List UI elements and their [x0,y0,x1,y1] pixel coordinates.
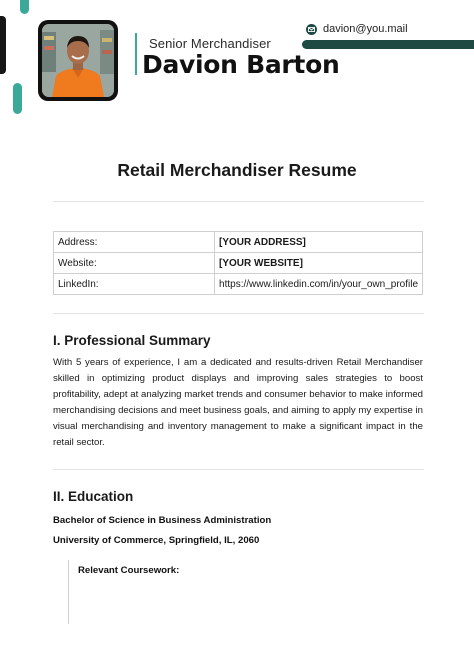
contact-value-website: [YOUR WEBSITE] [215,253,423,274]
name-divider [135,33,137,75]
contact-label-address: Address: [54,232,215,253]
table-row [54,232,423,253]
document-title: Retail Merchandiser Resume [117,160,357,180]
contact-divider [53,313,424,314]
person-name: Davion Barton [142,50,340,79]
summary-heading: I. Professional Summary [53,333,211,348]
coursework-label: Relevant Coursework: [78,565,180,576]
contact-value-address: [YOUR ADDRESS] [215,232,423,253]
email-address[interactable]: davion@you.mail [323,23,408,35]
title-divider [53,201,424,202]
education-school: University of Commerce, Springfield, IL, 2060 [53,535,260,546]
summary-divider [53,469,424,470]
contact-table [53,231,423,295]
coursework-rule [68,560,69,624]
decorative-black-bar [0,16,6,74]
table-row [54,274,423,295]
education-heading: II. Education [53,489,134,504]
profile-photo [38,20,118,101]
decorative-teal-accent-bottom [13,83,22,114]
table-row [54,253,423,274]
decorative-email-bar [302,40,474,49]
decorative-teal-accent-top [20,0,29,14]
summary-text: With 5 years of experience, I am a dedicated and results-driven Retail Merchandiser skilled in optimizing product displays and improving sales strategies to boost profitability, adept at analyzing market trends and consumer behavior to make informed merchandising decisions and meet business goals, and aiming to apply my expertise in visual merchandising and inventory management to make a significant impact in the retail sector. [53,357,423,448]
contact-value-linkedin[interactable]: https://www.linkedin.com/in/your_own_profile [215,274,423,295]
mail-icon [306,24,317,35]
contact-label-linkedin: LinkedIn: [54,274,215,295]
education-degree: Bachelor of Science in Business Administration [53,515,272,526]
job-title: Senior Merchandiser [149,36,271,51]
contact-label-website: Website: [54,253,215,274]
person-photo-icon [42,24,114,97]
